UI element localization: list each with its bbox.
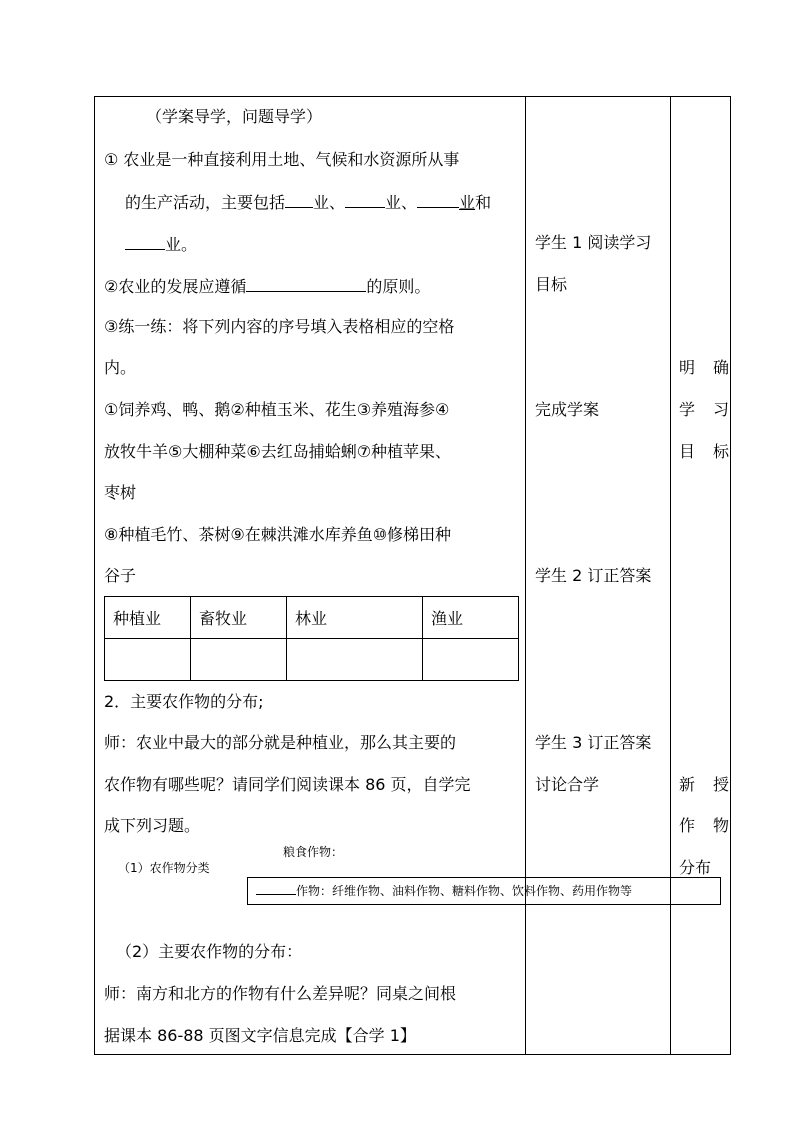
answer-cell[interactable] <box>105 639 191 681</box>
answer-cell[interactable] <box>287 639 423 681</box>
q1-text-c: 业。 <box>165 235 198 254</box>
answer-cell[interactable] <box>191 639 287 681</box>
crop-classification-label: （1）农作物分类 <box>118 861 210 875</box>
blank-2 <box>345 191 385 208</box>
teacher-line-3: 成下列习题。 <box>104 816 201 835</box>
table-answer-row <box>105 639 519 681</box>
items-line-1: ①饲养鸡、鸭、鹅②种植玉米、花生③养殖海参④ <box>104 400 450 419</box>
student-complete: 完成学案 <box>535 400 600 419</box>
q2-text-pre: ②农业的发展应遵循 <box>104 277 247 296</box>
crop-types-text: 作物：纤维作物、油料作物、糖料作物、饮料作物、药用作物等 <box>296 884 633 898</box>
teacher-line-1: 师：农业中最大的部分就是种植业，那么其主要的 <box>104 733 457 752</box>
column-divider-2 <box>670 97 671 1054</box>
q1-text-mid3: 业 <box>459 193 476 212</box>
blank-1 <box>285 191 313 208</box>
q2-text-post: 的原则。 <box>366 277 431 296</box>
distribution-title: （2）主要农作物的分布： <box>116 942 303 961</box>
table-header-cell: 渔业 <box>423 597 519 639</box>
question-1-line-3 <box>125 233 197 255</box>
heading: （学案导学，问题导学） <box>146 107 323 126</box>
question-2 <box>104 275 430 297</box>
blank-5 <box>246 275 366 292</box>
blank-4 <box>125 233 165 250</box>
teacher-line-4: 师：南方和北方的作物有什么差异呢？同桌之间根 <box>104 984 457 1003</box>
student-1-line-1: 学生 1 阅读学习 <box>535 233 652 252</box>
answer-cell[interactable] <box>423 639 519 681</box>
table-header-cell: 林业 <box>287 597 423 639</box>
section-2-title: 2．主要农作物的分布; <box>104 692 264 711</box>
question-3-line-1: ③练一练：将下列内容的序号填入表格相应的空格 <box>104 317 455 336</box>
column-divider-1 <box>525 97 526 1054</box>
new-lesson-line-3: 分布 <box>679 858 712 877</box>
goal-line-2: 学习 <box>679 400 748 419</box>
q1-text-post: 和 <box>475 193 492 212</box>
goal-line-3: 目标 <box>679 442 748 461</box>
table-header-cell: 种植业 <box>105 597 191 639</box>
question-3-line-2: 内。 <box>104 358 137 377</box>
question-1-line-2 <box>125 191 491 213</box>
blank-6 <box>256 882 296 895</box>
grain-crops-label: 粮食作物： <box>283 845 344 859</box>
teacher-line-2: 农作物有哪些呢？请同学们阅读课本 86 页，自学完 <box>104 775 471 794</box>
student-discuss: 讨论合学 <box>535 775 600 794</box>
new-lesson-line-2: 作物 <box>679 816 748 835</box>
student-1-line-2: 目标 <box>535 275 568 294</box>
crop-types-box <box>247 877 721 905</box>
q1-text-mid2: 业、 <box>385 193 418 212</box>
items-line-4: ⑧种植毛竹、茶树⑨在棘洪滩水库养鱼⑩修梯田种 <box>104 525 452 544</box>
student-2: 学生 2 订正答案 <box>535 566 652 585</box>
items-line-5: 谷子 <box>104 566 137 585</box>
new-lesson-line-1: 新授 <box>679 775 748 794</box>
table-header-cell: 畜牧业 <box>191 597 287 639</box>
classification-table <box>104 596 519 681</box>
question-1-line-1: ① 农业是一种直接利用土地、气候和水资源所从事 <box>104 150 460 169</box>
blank-3 <box>417 191 459 208</box>
student-3: 学生 3 订正答案 <box>535 733 652 752</box>
goal-line-1: 明确 <box>679 358 748 377</box>
q1-text-mid1: 业、 <box>313 193 346 212</box>
table-header-row <box>105 597 519 639</box>
teacher-line-5: 据课本 86-88 页图文字信息完成【合学 1】 <box>104 1026 416 1045</box>
items-line-2: 放牧牛羊⑤大棚种菜⑥去红岛捕蛤蜊⑦种植苹果、 <box>104 442 452 461</box>
q1-text-pre: 的生产活动，主要包括 <box>125 193 286 212</box>
items-line-3: 枣树 <box>104 483 137 502</box>
